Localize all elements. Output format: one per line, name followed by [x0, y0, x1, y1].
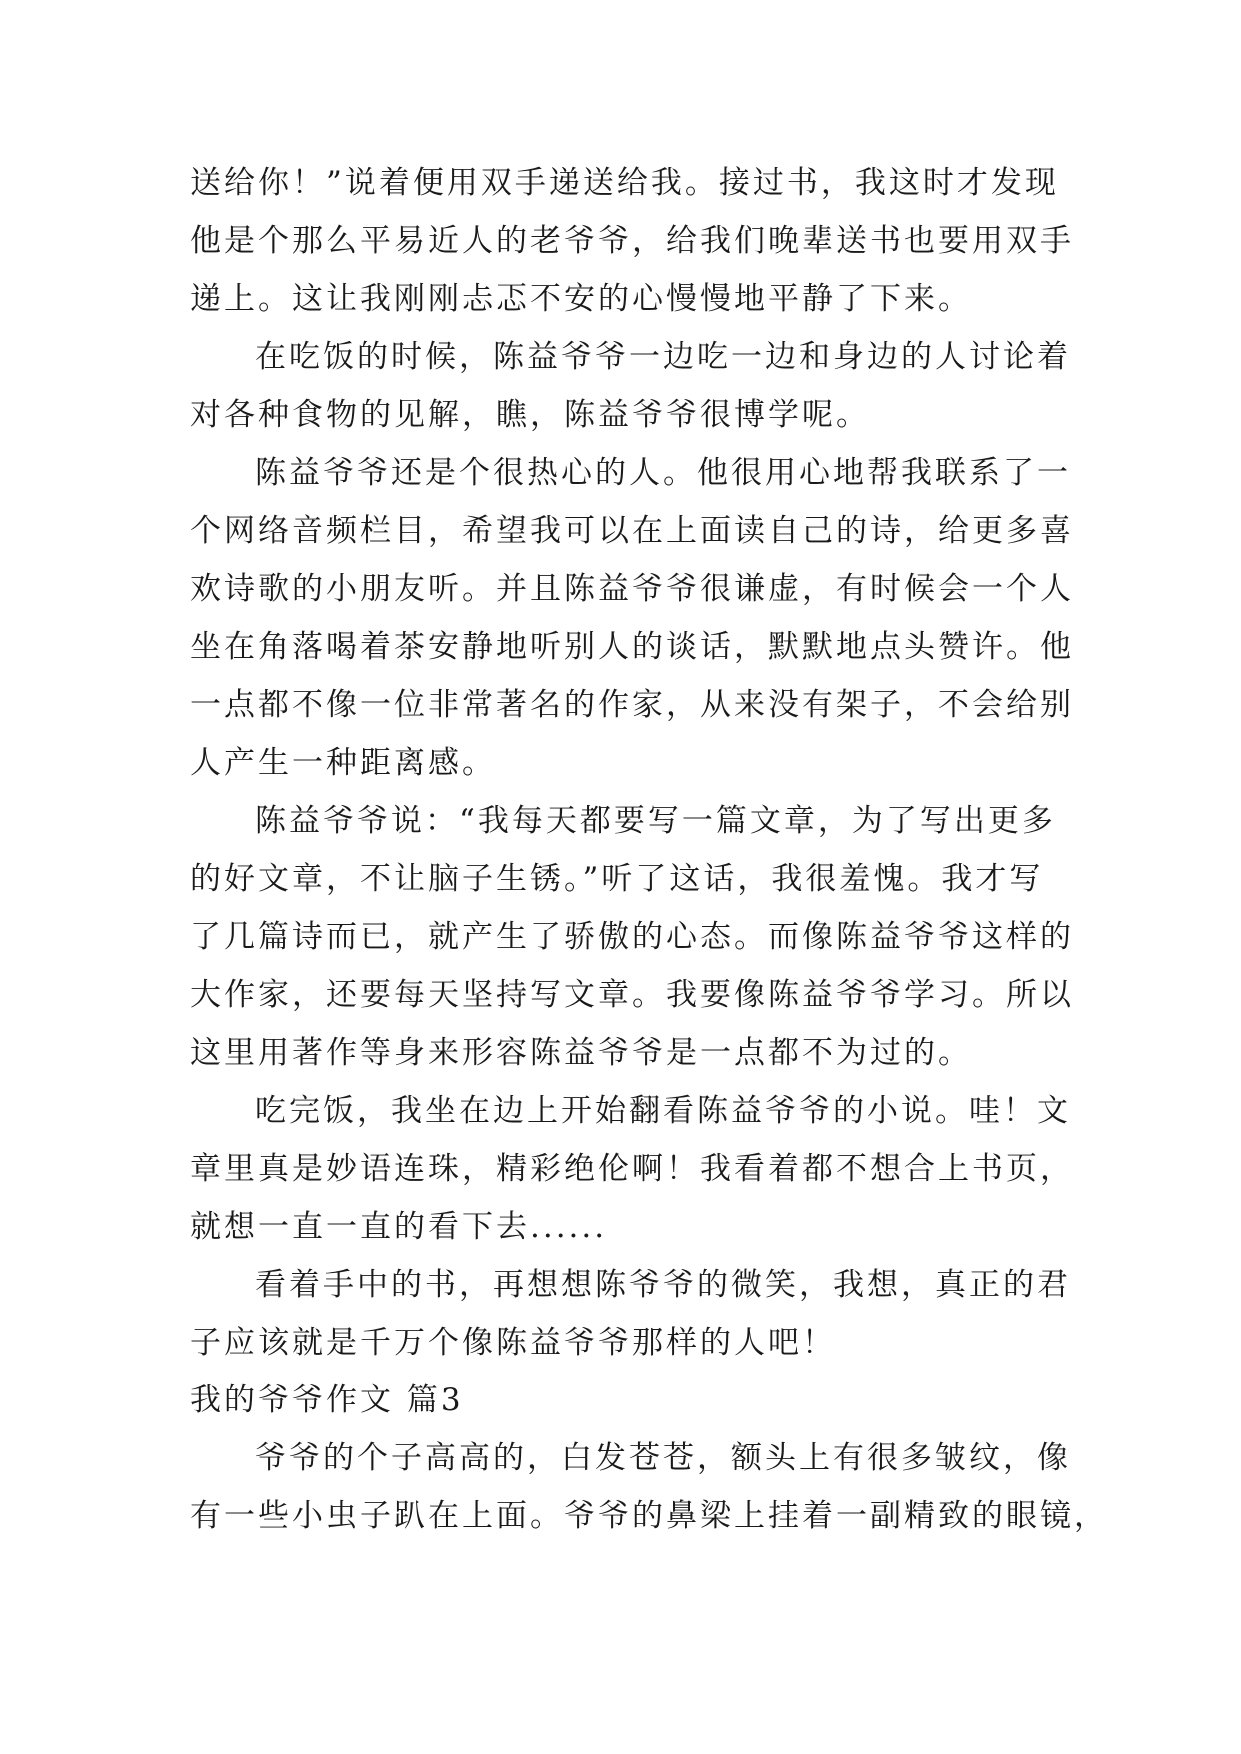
text-line: 章里真是妙语连珠，精彩绝伦啊！我看着都不想合上书页，: [190, 1151, 1074, 1187]
text-line: 的好文章，不让脑子生锈。”听了这话，我很羞愧。我才写: [190, 861, 1044, 897]
text-line: 这里用著作等身来形容陈益爷爷是一点都不为过的。: [190, 1035, 972, 1071]
text-line: 欢诗歌的小朋友听。并且陈益爷爷很谦虚，有时候会一个人: [190, 571, 1074, 607]
text-line: 就想一直一直的看下去......: [190, 1209, 608, 1245]
paragraph-first-line: 吃完饭，我坐在边上开始翻看陈益爷爷的小说。哇！文: [255, 1093, 1071, 1129]
paragraph-first-line: 陈益爷爷说：“我每天都要写一篇文章，为了写出更多: [255, 803, 1056, 839]
text-line: 子应该就是千万个像陈益爷爷那样的人吧！: [190, 1325, 836, 1361]
text-line: 一点都不像一位非常著名的作家，从来没有架子，不会给别: [190, 687, 1074, 723]
text-line: 坐在角落喝着茶安静地听别人的谈话，默默地点头赞许。他: [190, 629, 1074, 665]
text-line: 有一些小虫子趴在上面。爷爷的鼻梁上挂着一副精致的眼镜，: [190, 1498, 1108, 1534]
paragraph-first-line: 陈益爷爷还是个很热心的人。他很用心地帮我联系了一: [255, 455, 1071, 491]
text-line: 个网络音频栏目，希望我可以在上面读自己的诗，给更多喜: [190, 513, 1074, 549]
section-heading: 我的爷爷作文 篇3: [190, 1382, 464, 1418]
text-line: 他是个那么平易近人的老爷爷，给我们晚辈送书也要用双手: [190, 223, 1074, 259]
text-line: 了几篇诗而已，就产生了骄傲的心态。而像陈益爷爷这样的: [190, 919, 1074, 955]
text-line: 递上。这让我刚刚忐忑不安的心慢慢地平静了下来。: [190, 281, 972, 317]
paragraph-first-line: 在吃饭的时候，陈益爷爷一边吃一边和身边的人讨论着: [255, 339, 1071, 375]
paragraph-first-line: 看着手中的书，再想想陈爷爷的微笑，我想，真正的君: [255, 1267, 1071, 1303]
text-line: 人产生一种距离感。: [190, 745, 496, 781]
text-line: 大作家，还要每天坚持写文章。我要像陈益爷爷学习。所以: [190, 977, 1074, 1013]
paragraph-first-line: 爷爷的个子高高的，白发苍苍，额头上有很多皱纹，像: [255, 1440, 1071, 1476]
text-line: 对各种食物的见解，瞧，陈益爷爷很博学呢。: [190, 397, 870, 433]
text-line: 送给你！”说着便用双手递送给我。接过书，我这时才发现: [190, 165, 1059, 201]
